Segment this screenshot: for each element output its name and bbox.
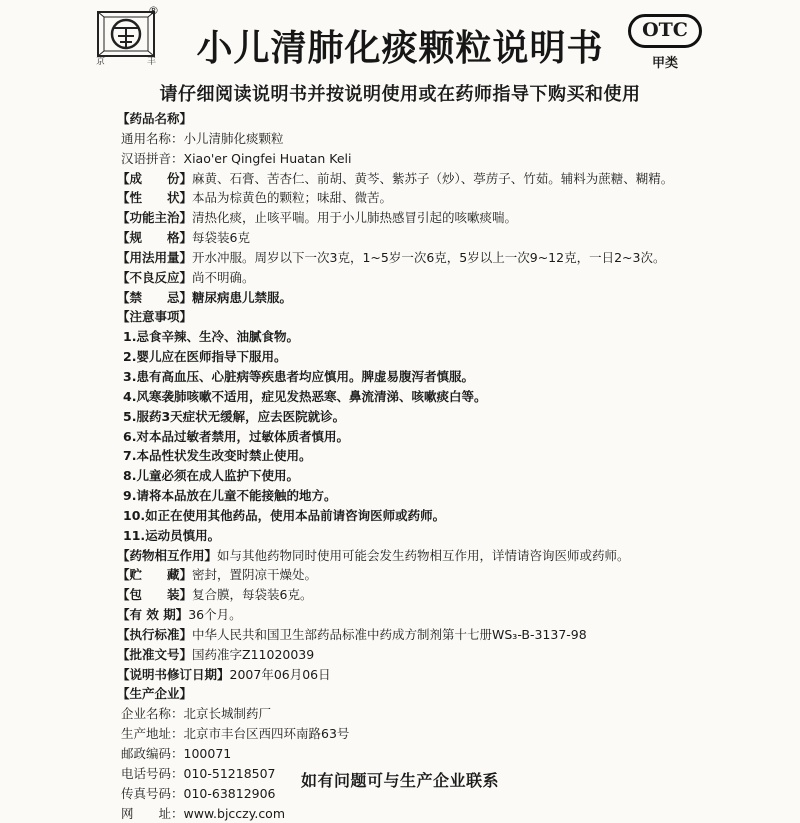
- field-label: 【批准文号】: [117, 646, 193, 662]
- field-label: 【用法用量】: [117, 249, 193, 265]
- field-label: 【不良反应】: [117, 269, 193, 285]
- standard-value: 中华人民共和国卫生部药品标准中药成方制剂第十七册WS₃-B-3137-98: [192, 626, 587, 642]
- fax-value: 010-63812906: [183, 785, 276, 801]
- logo-char-left: 京: [96, 57, 106, 67]
- usage-value: 开水冲服。周岁以下一次3克，1~5岁一次6克，5岁以上一次9~12克，一日2~3次。: [192, 249, 666, 265]
- revision-value: 2007年06月06日: [229, 666, 331, 682]
- storage-row: [117, 565, 767, 585]
- standard-row: [117, 625, 767, 645]
- field-label: 【性 状】: [117, 190, 193, 206]
- field-label: 【禁 忌】: [117, 289, 193, 305]
- validity-row: [117, 605, 767, 625]
- ingredients-value: 麻黄、石膏、苦杏仁、前胡、黄芩、紫苏子（炒）、葶苈子、竹茹。辅料为蔗糖、糊精。: [192, 170, 674, 186]
- field-label: 企业名称：: [121, 706, 184, 722]
- field-label: 电话号码：: [121, 765, 184, 781]
- company-row: [117, 704, 767, 724]
- precaution-item: 6.对本品过敏者禁用，过敏体质者慎用。: [123, 428, 349, 444]
- interaction-row: [117, 546, 767, 566]
- field-label: 传真号码：: [121, 785, 184, 801]
- reading-instruction: 请仔细阅读说明书并按说明使用或在药师指导下购买和使用: [159, 84, 641, 105]
- postcode-row: [117, 744, 767, 764]
- field-label: 【贮 藏】: [117, 567, 193, 583]
- adverse-value: 尚不明确。: [192, 269, 255, 285]
- validity-value: 36个月。: [188, 607, 242, 623]
- precaution-item: 1.忌食辛辣、生冷、油腻食物。: [123, 329, 299, 345]
- package-value: 复合膜，每袋装6克。: [192, 587, 313, 603]
- precaution-item: 11.运动员慎用。: [123, 527, 221, 543]
- address-row: [117, 724, 767, 744]
- approval-row: [117, 645, 767, 665]
- field-label: 【规 格】: [117, 230, 193, 246]
- company-value: 北京长城制药厂: [183, 706, 272, 722]
- field-label: 【药物相互作用】: [117, 547, 218, 563]
- character-row: [117, 188, 767, 208]
- document-title: 小儿清肺化痰颗粒说明书: [196, 28, 604, 69]
- package-row: [117, 585, 767, 605]
- indication-value: 清热化痰，止咳平喘。用于小儿肺热感冒引起的咳嗽痰喘。: [192, 210, 518, 226]
- precaution-item: 8.儿童必须在成人监护下使用。: [123, 468, 299, 484]
- generic-name-row: [117, 129, 767, 149]
- revision-row: [117, 665, 767, 685]
- field-label: 邮政编码：: [121, 746, 184, 761]
- postcode-value: 100071: [183, 746, 232, 761]
- precaution-item: 2.婴儿应在医师指导下服用。: [123, 349, 287, 365]
- otc-badge: OTC: [628, 14, 702, 48]
- registered-mark: ®: [148, 4, 159, 17]
- address-value: 北京市丰台区西四环南路63号: [183, 726, 350, 742]
- spec-row: [117, 228, 767, 248]
- adverse-row: [117, 268, 767, 288]
- field-label: 【成 份】: [117, 170, 193, 186]
- pinyin-value: Xiao'er Qingfei Huatan Keli: [183, 150, 352, 166]
- precaution-item: 4.风寒袭肺咳嗽不适用，症见发热恶寒、鼻流清涕、咳嗽痰白等。: [123, 388, 487, 404]
- website-row: [117, 804, 767, 823]
- field-label: 生产地址：: [121, 726, 184, 742]
- logo-char-right: 丰: [146, 57, 156, 67]
- leaflet-body: [117, 109, 767, 823]
- precaution-item: 3.患有高血压、心脏病等疾患者均应慎用。脾虚易腹泻者慎服。: [123, 368, 474, 384]
- field-label: 【说明书修订日期】: [117, 666, 230, 682]
- contraindication-value: 糖尿病患儿禁服。: [192, 289, 293, 305]
- field-label: 【有 效 期】: [117, 607, 189, 623]
- field-label: 汉语拼音：: [121, 150, 184, 166]
- precaution-item: 9.请将本品放在儿童不能接触的地方。: [123, 488, 337, 504]
- usage-row: [117, 248, 767, 268]
- interaction-value: 如与其他药物同时使用可能会发生药物相互作用，详情请咨询医师或药师。: [217, 547, 630, 563]
- character-value: 本品为棕黄色的颗粒；味甜、微苦。: [192, 190, 393, 206]
- section-precautions-header: 【注意事项】: [117, 309, 193, 325]
- generic-name-value: 小儿清肺化痰颗粒: [183, 130, 284, 146]
- field-label: 网 址：: [121, 805, 184, 821]
- field-label: 通用名称：: [121, 130, 184, 146]
- approval-value: 国药准字Z11020039: [192, 646, 315, 662]
- precaution-item: 7.本品性状发生改变时禁止使用。: [123, 448, 312, 464]
- field-label: 【执行标准】: [117, 626, 193, 642]
- ingredients-row: [117, 169, 767, 189]
- spec-value: 每袋装6克: [192, 230, 250, 246]
- precaution-item: 10.如正在使用其他药品，使用本品前请咨询医师或药师。: [123, 507, 446, 523]
- precaution-item: 5.服药3天症状无缓解，应去医院就诊。: [123, 408, 346, 424]
- field-label: 【功能主治】: [117, 210, 193, 226]
- section-manufacturer-header: 【生产企业】: [117, 686, 193, 702]
- indication-row: [117, 208, 767, 228]
- pinyin-row: [117, 149, 767, 169]
- contact-note: 如有问题可与生产企业联系: [300, 771, 499, 790]
- storage-value: 密封，置阴凉干燥处。: [192, 567, 318, 583]
- phone-value: 010-51218507: [183, 765, 276, 781]
- document-header: [0, 0, 800, 105]
- field-label: 【包 装】: [117, 587, 193, 603]
- otc-class-label: 甲类: [651, 56, 678, 71]
- website-value: www.bjcczy.com: [183, 805, 286, 821]
- contraindication-row: [117, 288, 767, 308]
- section-drug-name-header: 【药品名称】: [117, 111, 193, 126]
